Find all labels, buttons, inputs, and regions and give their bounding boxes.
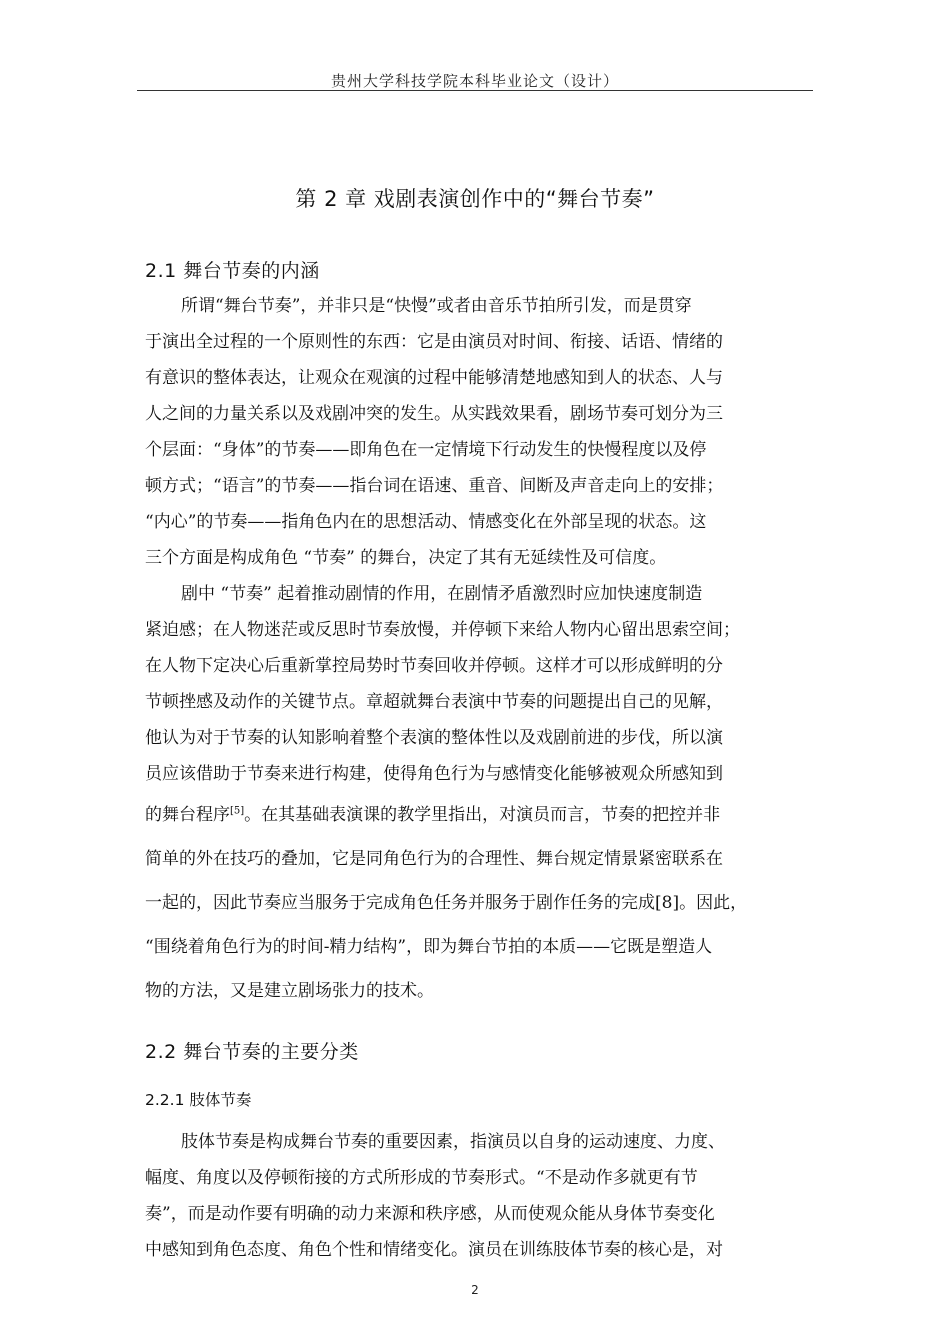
text-line: 顿方式；“语言”的节奏——指台词在语速、重音、间断及声音走向上的安排； [145,476,724,496]
page-number: 2 [471,1283,479,1297]
text-line: “内心”的节奏——指角色内在的思想活动、情感变化在外部呈现的状态。这 [145,512,707,532]
text-line: 节顿挫感及动作的关键节点。章超就舞台表演中节奏的问题提出自己的见解， [145,692,723,712]
text-line: 有意识的整体表达，让观众在观演的过程中能够清楚地感知到人的状态、人与 [145,368,723,388]
text-line: 奏”，而是动作要有明确的动力来源和秩序感，从而使观众能从身体节奏变化 [145,1204,715,1224]
text-line: 幅度、角度以及停顿衔接的方式所形成的节奏形式。“不是动作多就更有节 [145,1168,698,1188]
text-line: 个层面：“身体”的节奏——即角色在一定情境下行动发生的快慢程度以及停 [145,440,707,460]
chapter-title: 第 2 章 戏剧表演创作中的“舞台节奏” [295,187,655,211]
text-line: 员应该借助于节奏来进行构建，使得角色行为与感情变化能够被观众所感知到 [145,764,723,784]
section-heading-2-1: 2.1 舞台节奏的内涵 [145,260,320,282]
text-line: 所谓“舞台节奏”，并非只是“快慢”或者由音乐节拍所引发，而是贯穿 [181,296,692,316]
text-span: 。在其基础表演课的教学里指出，对演员而言，节奏的把控并非 [244,805,721,825]
text-line: 紧迫感；在人物迷茫或反思时节奏放慢，并停顿下来给人物内心留出思索空间； [145,620,740,640]
text-line: 在人物下定决心后重新掌控局势时节奏回收并停顿。这样才可以形成鲜明的分 [145,656,723,676]
text-span: 的舞台程序 [145,805,230,825]
text-line: 于演出全过程的一个原则性的东西：它是由演员对时间、衔接、话语、情绪的 [145,332,723,352]
text-line: 剧中 “节奏” 起着推动剧情的作用，在剧情矛盾激烈时应加快速度制造 [181,584,703,604]
header-divider [137,90,813,91]
text-line: 他认为对于节奏的认知影响着整个表演的整体性以及戏剧前进的步伐，所以演 [145,728,723,748]
text-line: 简单的外在技巧的叠加，它是同角色行为的合理性、舞台规定情景紧密联系在 [145,849,723,869]
text-line: 物的方法，又是建立剧场张力的技术。 [145,981,434,1001]
text-line: 一起的，因此节奏应当服务于完成角色任务并服务于剧作任务的完成[8]。因此， [145,893,748,913]
text-line: 中感知到角色态度、角色个性和情绪变化。演员在训练肢体节奏的核心是，对 [145,1240,723,1260]
text-line: 三个方面是构成角色 “节奏” 的舞台，决定了其有无延续性及可信度。 [145,548,667,568]
text-line-with-citation [145,800,720,825]
text-line: 人之间的力量关系以及戏剧冲突的发生。从实践效果看，剧场节奏可划分为三 [145,404,723,424]
text-line: “围绕着角色行为的时间-精力结构”，即为舞台节拍的本质——它既是塑造人 [145,937,713,957]
citation-mark: [5] [230,805,245,817]
text-line: 肢体节奏是构成舞台节奏的重要因素，指演员以自身的运动速度、力度、 [181,1132,725,1152]
subsection-heading-2-2-1: 2.2.1 肢体节奏 [145,1091,252,1109]
section-heading-2-2: 2.2 舞台节奏的主要分类 [145,1041,359,1063]
running-header: 贵州大学科技学院本科毕业论文（设计） [330,72,619,90]
